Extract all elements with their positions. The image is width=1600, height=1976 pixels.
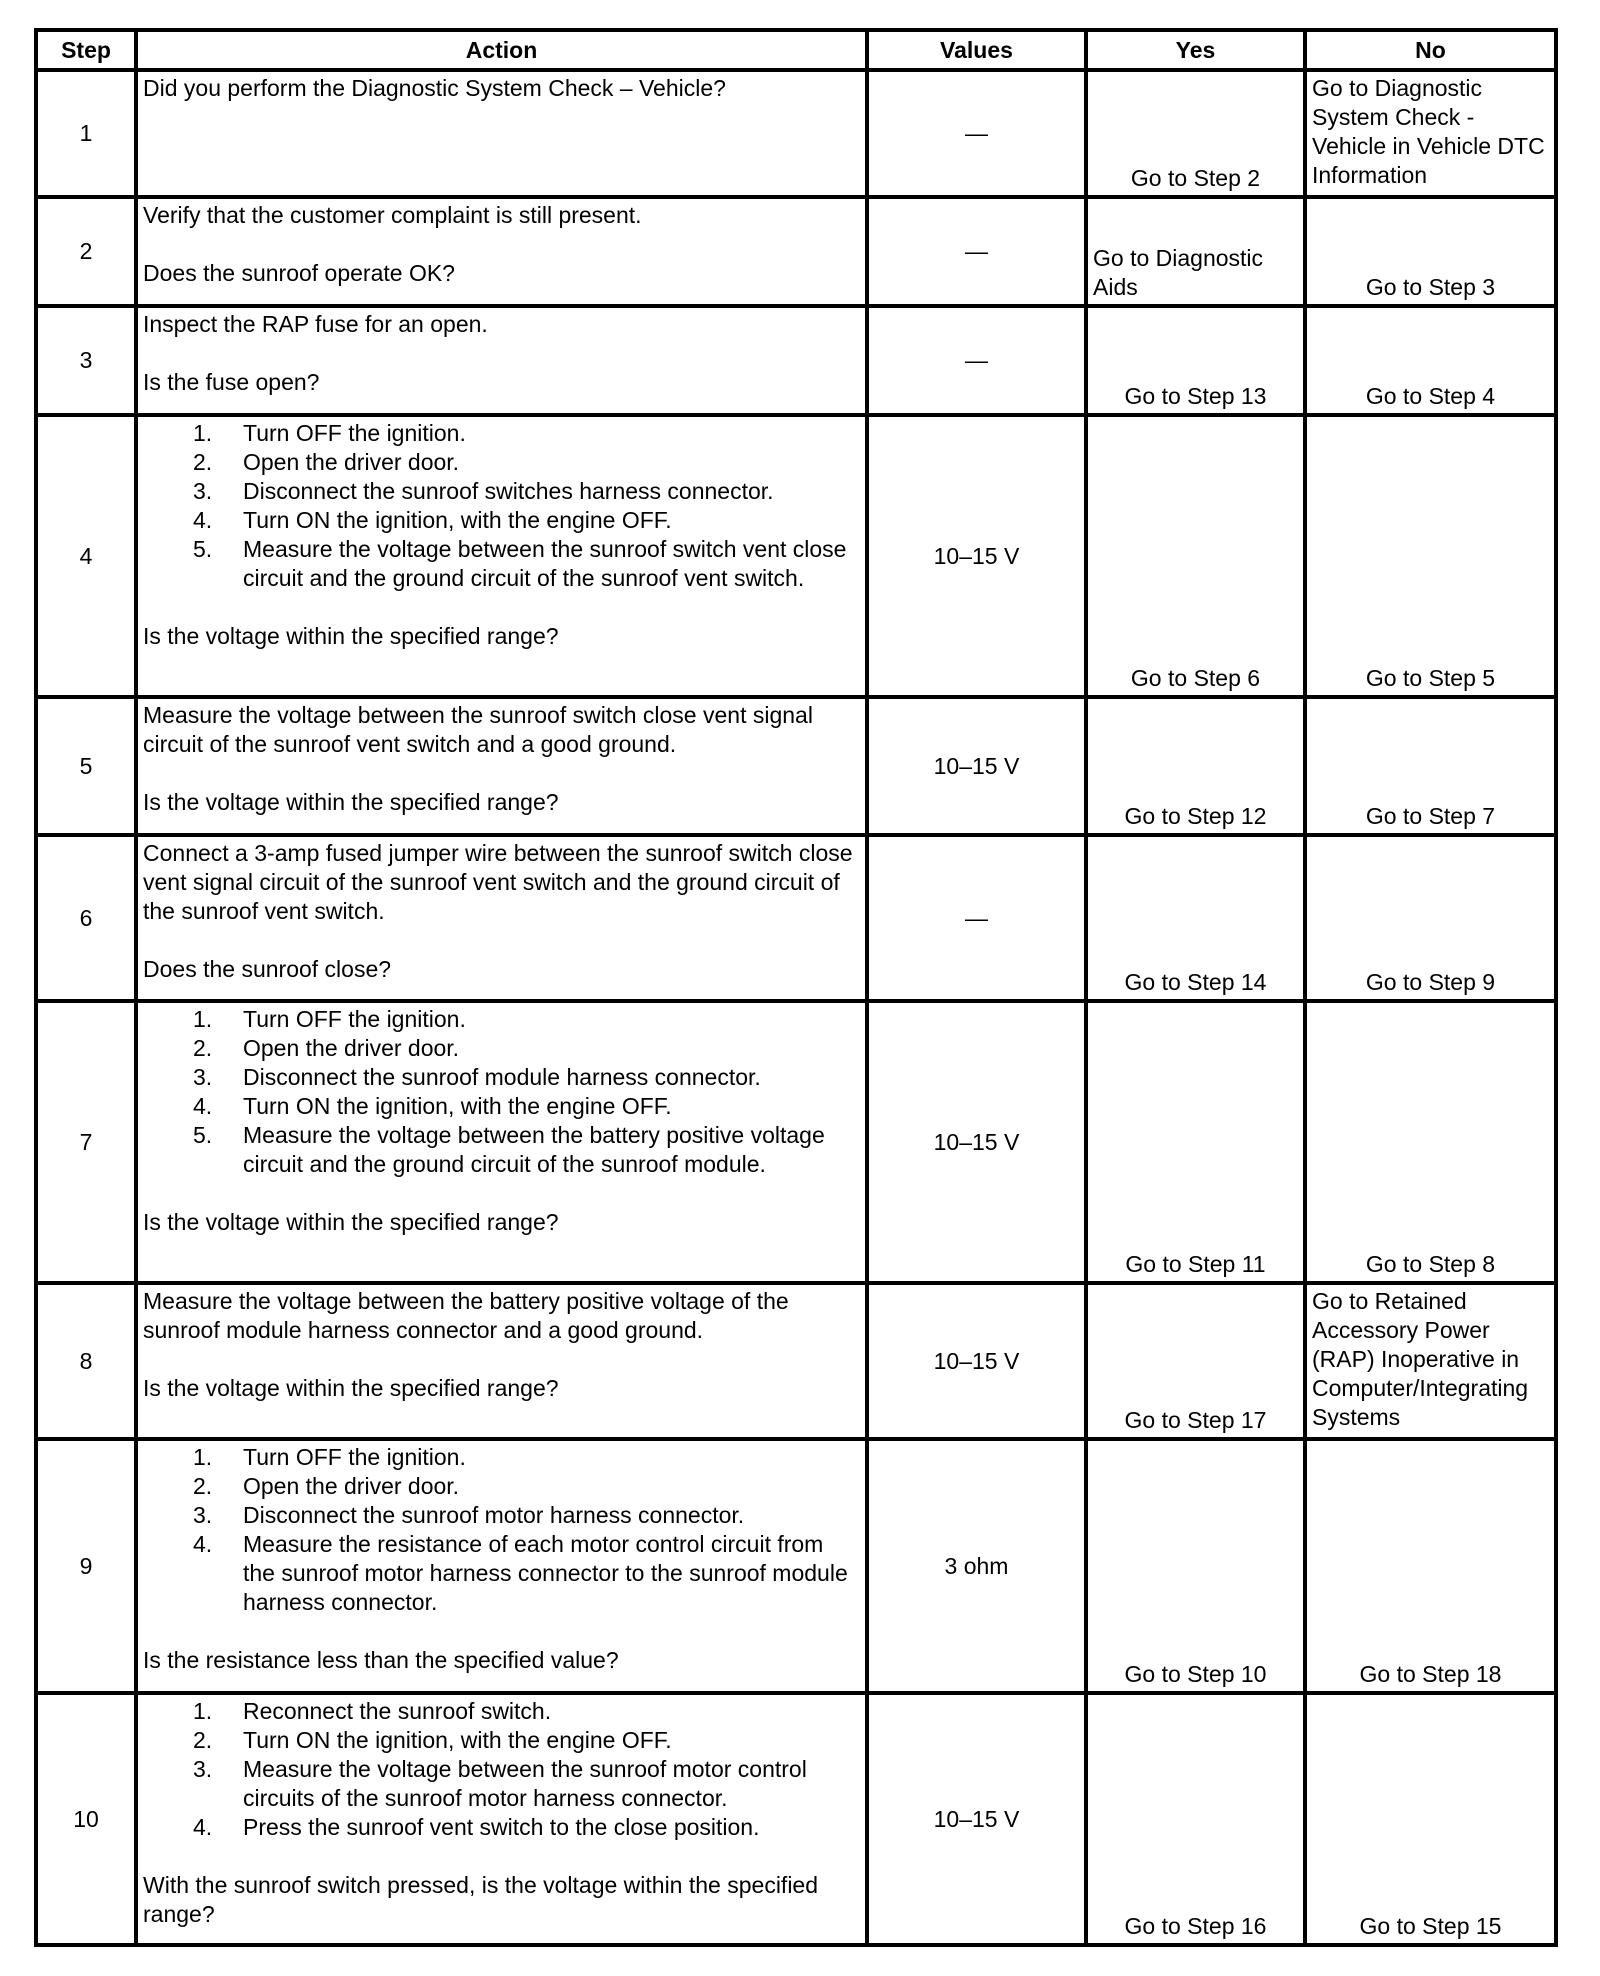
procedure-list: [143, 1443, 860, 1617]
no-link[interactable]: Go to Step 5: [1365, 665, 1496, 691]
no-link[interactable]: Go to Step 3: [1365, 274, 1496, 300]
table-row: [36, 697, 1556, 835]
value-cell: —: [867, 306, 1086, 415]
yes-cell: [1086, 1283, 1305, 1439]
header-step: Step: [36, 30, 136, 70]
action-question: Is the fuse open?: [143, 369, 320, 395]
action-cell: [136, 70, 867, 197]
value-cell: 10–15 V: [867, 1283, 1086, 1439]
action-question: With the sunroof switch pressed, is the voltage within the specified range?: [143, 1872, 819, 1927]
step-number: 5: [36, 697, 136, 835]
action-cell: [136, 835, 867, 1001]
step-number: 1: [36, 70, 136, 197]
no-link[interactable]: Go to Step 4: [1365, 383, 1496, 409]
no-cell: [1305, 415, 1556, 697]
value-cell: 10–15 V: [867, 1693, 1086, 1945]
action-question: Does the sunroof close?: [143, 956, 392, 982]
action-text: Measure the voltage between the sunroof switch close vent signal circuit of the sunroof vent switch and a good ground.: [143, 702, 813, 757]
list-item: 2. Open the driver door.: [193, 1473, 460, 1499]
header-values: Values: [867, 30, 1086, 70]
action-text: Did you perform the Diagnostic System Check – Vehicle?: [143, 75, 726, 101]
no-cell: [1305, 1283, 1556, 1439]
value-cell: 10–15 V: [867, 415, 1086, 697]
yes-link[interactable]: Go to Step 16: [1124, 1913, 1267, 1939]
list-item: 2. Open the driver door.: [193, 449, 460, 475]
no-link[interactable]: Go to Step 18: [1359, 1661, 1502, 1687]
no-cell: [1305, 835, 1556, 1001]
action-text: Verify that the customer complaint is still present.: [143, 202, 642, 228]
yes-link[interactable]: Go to Step 10: [1124, 1661, 1267, 1687]
list-item: 1. Turn OFF the ignition.: [193, 1006, 466, 1032]
yes-cell: [1086, 1439, 1305, 1693]
list-item: 3. Disconnect the sunroof switches harness connector.: [193, 478, 774, 504]
yes-cell: [1086, 697, 1305, 835]
action-cell: [136, 697, 867, 835]
list-item: 5. Measure the voltage between the battery positive voltage circuit and the ground circuit of the sunroof module.: [193, 1122, 825, 1177]
yes-cell: [1086, 70, 1305, 197]
action-question: Is the voltage within the specified range?: [143, 1375, 559, 1401]
action-question: Does the sunroof operate OK?: [143, 260, 455, 286]
action-question: Is the voltage within the specified range?: [143, 1209, 559, 1235]
list-item: 3. Measure the voltage between the sunroof motor control circuits of the sunroof motor harness connector.: [193, 1756, 807, 1811]
action-text: Measure the voltage between the battery positive voltage of the sunroof module harness connector and a good ground.: [143, 1288, 789, 1343]
list-item: 4. Turn ON the ignition, with the engine OFF.: [193, 1093, 672, 1119]
action-cell: [136, 306, 867, 415]
no-link[interactable]: Go to Step 9: [1365, 969, 1496, 995]
no-link[interactable]: Go to Retained Accessory Power (RAP) Inoperative in Computer/Integrating Systems: [1312, 1288, 1529, 1430]
no-link[interactable]: Go to Diagnostic System Check - Vehicle in Vehicle DTC Information: [1312, 75, 1545, 188]
table-row: [36, 835, 1556, 1001]
value-cell: 3 ohm: [867, 1439, 1086, 1693]
step-number: 10: [36, 1693, 136, 1945]
no-cell: [1305, 1693, 1556, 1945]
action-question: Is the voltage within the specified range?: [143, 623, 559, 649]
table-row: [36, 1693, 1556, 1945]
yes-link[interactable]: Go to Step 2: [1130, 165, 1261, 191]
action-text: Inspect the RAP fuse for an open.: [143, 311, 488, 337]
value-cell: 10–15 V: [867, 1001, 1086, 1283]
list-item: 2. Turn ON the ignition, with the engine OFF.: [193, 1727, 672, 1753]
no-cell: [1305, 697, 1556, 835]
yes-cell: [1086, 1693, 1305, 1945]
yes-cell: [1086, 835, 1305, 1001]
action-cell: [136, 1693, 867, 1945]
list-item: 2. Open the driver door.: [193, 1035, 460, 1061]
header-action: Action: [136, 30, 867, 70]
table-row: [36, 1001, 1556, 1283]
list-item: 3. Disconnect the sunroof motor harness connector.: [193, 1502, 745, 1528]
step-number: 2: [36, 197, 136, 306]
no-link[interactable]: Go to Step 15: [1359, 1913, 1502, 1939]
list-item: 1. Turn OFF the ignition.: [193, 420, 466, 446]
yes-link[interactable]: Go to Step 11: [1125, 1251, 1266, 1277]
value-cell: —: [867, 70, 1086, 197]
action-cell: [136, 415, 867, 697]
action-cell: [136, 1283, 867, 1439]
table-row: [36, 197, 1556, 306]
yes-link[interactable]: Go to Diagnostic Aids: [1093, 245, 1264, 300]
value-cell: 10–15 V: [867, 697, 1086, 835]
header-yes: Yes: [1086, 30, 1305, 70]
table-row: [36, 1283, 1556, 1439]
header-row: [36, 30, 1556, 70]
list-item: 4. Turn ON the ignition, with the engine OFF.: [193, 507, 672, 533]
list-item: 1. Reconnect the sunroof switch.: [193, 1698, 552, 1724]
no-cell: [1305, 197, 1556, 306]
header-no: No: [1305, 30, 1556, 70]
step-number: 9: [36, 1439, 136, 1693]
procedure-list: [143, 419, 860, 593]
yes-cell: [1086, 415, 1305, 697]
action-question: Is the voltage within the specified range?: [143, 789, 559, 815]
no-cell: [1305, 1001, 1556, 1283]
action-text: Connect a 3-amp fused jumper wire between the sunroof switch close vent signal circuit of the sunroof vent switch and the ground circuit of the sunroof vent switch.: [143, 840, 853, 924]
value-cell: —: [867, 835, 1086, 1001]
action-question: Is the resistance less than the specified value?: [143, 1647, 619, 1673]
no-cell: [1305, 306, 1556, 415]
table-row: [36, 415, 1556, 697]
yes-cell: [1086, 306, 1305, 415]
step-number: 4: [36, 415, 136, 697]
action-cell: [136, 197, 867, 306]
no-link[interactable]: Go to Step 8: [1365, 1251, 1496, 1277]
procedure-list: [143, 1697, 860, 1842]
step-number: 8: [36, 1283, 136, 1439]
procedure-list: [143, 1005, 860, 1179]
list-item: 1. Turn OFF the ignition.: [193, 1444, 466, 1470]
no-cell: [1305, 70, 1556, 197]
action-cell: [136, 1001, 867, 1283]
table-row: [36, 1439, 1556, 1693]
yes-link[interactable]: Go to Step 13: [1124, 383, 1267, 409]
step-number: 6: [36, 835, 136, 1001]
step-number: 7: [36, 1001, 136, 1283]
yes-cell: [1086, 1001, 1305, 1283]
yes-link[interactable]: Go to Step 6: [1130, 665, 1261, 691]
no-cell: [1305, 1439, 1556, 1693]
yes-link[interactable]: Go to Step 14: [1124, 969, 1267, 995]
list-item: 4. Measure the resistance of each motor control circuit from the sunroof motor harness connector to the sunroof module harness connector.: [193, 1531, 848, 1615]
yes-link[interactable]: Go to Step 12: [1124, 803, 1267, 829]
action-cell: [136, 1439, 867, 1693]
value-cell: —: [867, 197, 1086, 306]
list-item: 5. Measure the voltage between the sunroof switch vent close circuit and the ground circuit of the sunroof vent switch.: [193, 536, 847, 591]
table-row: [36, 70, 1556, 197]
table-row: [36, 306, 1556, 415]
list-item: 4. Press the sunroof vent switch to the close position.: [193, 1814, 760, 1840]
no-link[interactable]: Go to Step 7: [1365, 803, 1496, 829]
list-item: 3. Disconnect the sunroof module harness connector.: [193, 1064, 761, 1090]
yes-link[interactable]: Go to Step 17: [1124, 1407, 1267, 1433]
yes-cell: [1086, 197, 1305, 306]
diagnostic-table: [34, 28, 1558, 1947]
step-number: 3: [36, 306, 136, 415]
